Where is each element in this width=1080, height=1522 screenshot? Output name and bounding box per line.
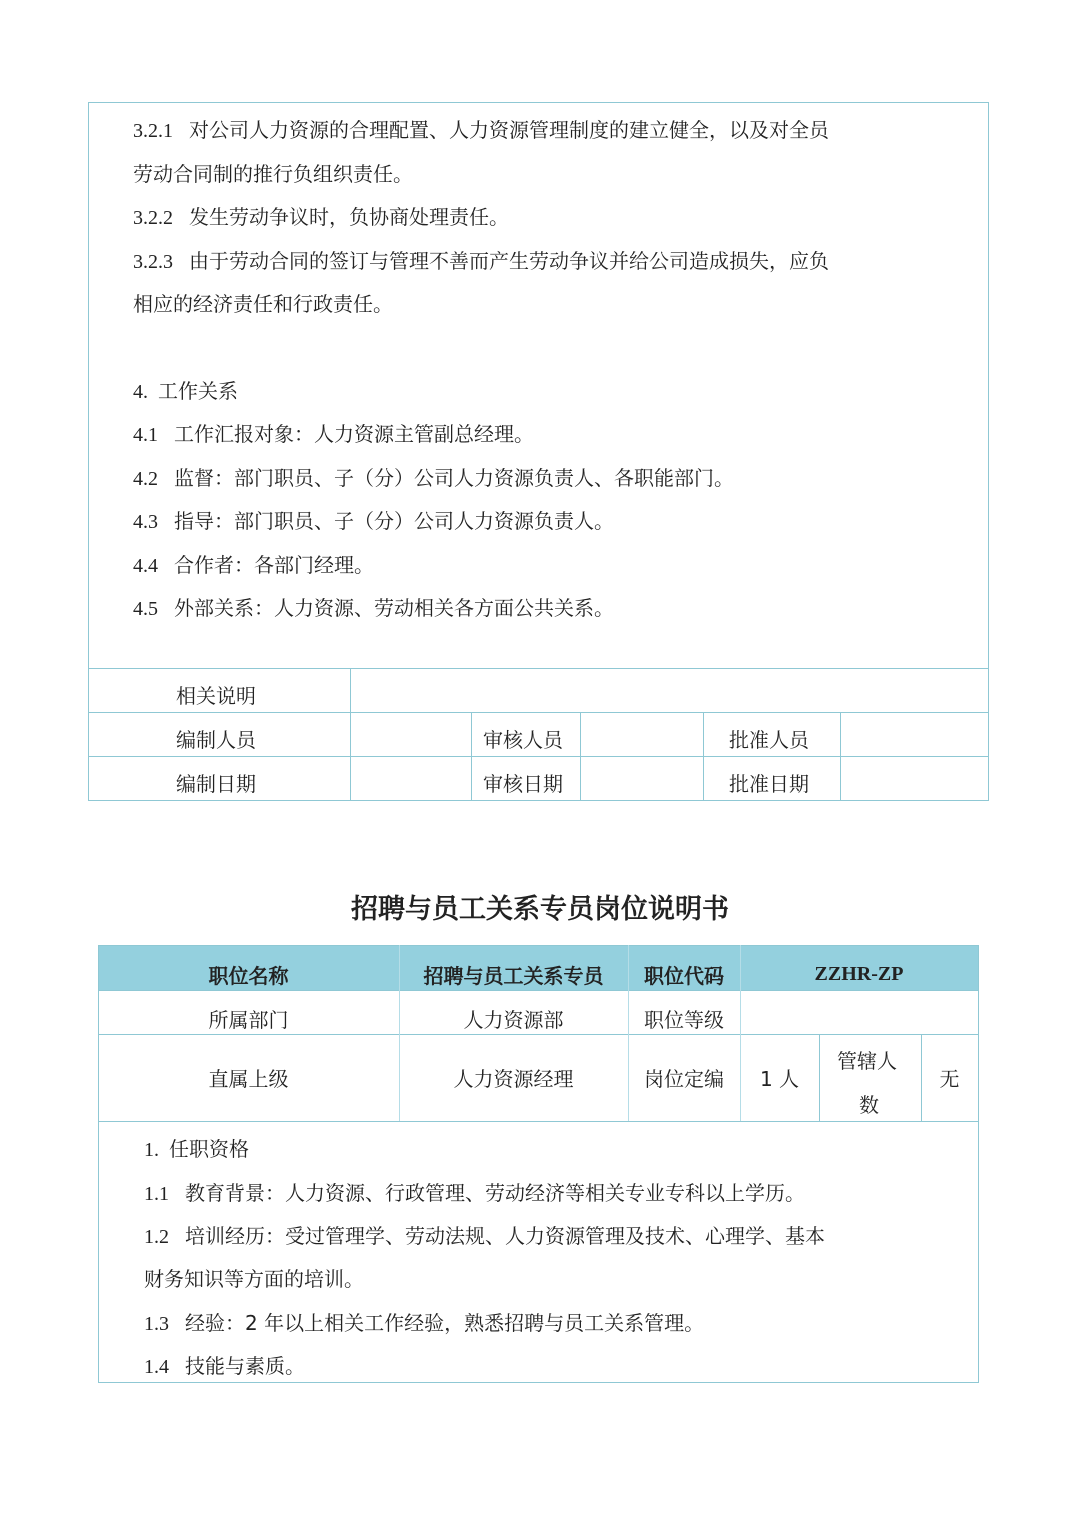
department-label: 所属部门: [208, 1007, 289, 1032]
text-line: 财务知识等方面的培训。: [144, 1267, 364, 1291]
position-code-value: ZZHR-ZP: [814, 962, 904, 985]
text-line: 1.2 培训经历：受过管理学、劳动法规、人力资源管理及技术、心理学、基本: [144, 1224, 825, 1248]
text-line: 劳动合同制的推行负组织责任。: [133, 162, 413, 186]
text-line: 1.3 经验：2 年以上相关工作经验，熟悉招聘与员工关系管理。: [144, 1311, 705, 1335]
reviewer-label: 审核人员: [483, 728, 563, 752]
position-code-label: 职位代码: [644, 963, 724, 988]
document-title: 招聘与员工关系专员岗位说明书: [351, 894, 729, 925]
compiler-label: 编制人员: [176, 728, 256, 752]
review-date-label: 审核日期: [483, 772, 563, 796]
subordinates-value: 无: [939, 1067, 960, 1091]
text-line: 3.2.3 由于劳动合同的签订与管理不善而产生劳动争议并给公司造成损失，应负: [133, 249, 829, 273]
supervisor-label: 直属上级: [208, 1067, 289, 1091]
text-line: 1.4 技能与素质。: [144, 1354, 305, 1378]
section-heading: 1. 任职资格: [144, 1137, 249, 1161]
subordinates-label-line1: 管辖人: [837, 1049, 897, 1073]
text-line: 1.1 教育背景：人力资源、行政管理、劳动经济等相关专业专科以上学历。: [144, 1181, 805, 1205]
text-line: 4.3 指导：部门职员、子（分）公司人力资源负责人。: [133, 509, 614, 533]
section-heading: 4. 工作关系: [133, 379, 238, 403]
headcount-value: 1 人: [759, 1067, 800, 1091]
text-line: 4.2 监督：部门职员、子（分）公司人力资源负责人、各职能部门。: [133, 466, 734, 490]
department-value: 人力资源部: [463, 1007, 564, 1032]
text-line: 4.1 工作汇报对象：人力资源主管副总经理。: [133, 422, 534, 446]
text-line: 4.4 合作者：各部门经理。: [133, 553, 374, 577]
approver-label: 批准人员: [729, 728, 809, 752]
position-name-value: 招聘与员工关系专员: [423, 963, 604, 988]
position-name-label: 职位名称: [208, 963, 289, 988]
subordinates-label-line2: 数: [859, 1093, 879, 1117]
text-line: 4.5 外部关系：人力资源、劳动相关各方面公共关系。: [133, 596, 614, 620]
position-level-label: 职位等级: [644, 1007, 724, 1032]
approve-date-label: 批准日期: [729, 772, 809, 796]
related-notes-label: 相关说明: [176, 684, 256, 708]
compile-date-label: 编制日期: [176, 772, 256, 796]
supervisor-value: 人力资源经理: [453, 1067, 574, 1091]
text-line: 3.2.1 对公司人力资源的合理配置、人力资源管理制度的建立健全，以及对全员: [133, 118, 829, 142]
headcount-label: 岗位定编: [644, 1067, 724, 1091]
text-line: 相应的经济责任和行政责任。: [133, 292, 393, 316]
text-line: 3.2.2 发生劳动争议时，负协商处理责任。: [133, 205, 509, 229]
